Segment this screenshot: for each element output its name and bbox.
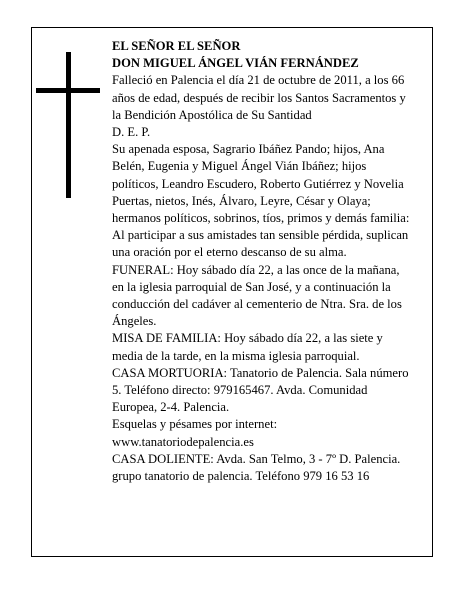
- cross-vertical-bar: [66, 52, 71, 198]
- family-mass-info: MISA DE FAMILIA: Hoy sábado día 22, a las siete y media de la tarde, en la misma iglesia parroquial.: [112, 331, 383, 363]
- prayer-request: Al participar a sus amistades tan sensible pérdida, suplican una oración por el eterno descanso de su alma.: [112, 228, 409, 260]
- cross-icon: [36, 52, 100, 198]
- internet-condolences: Esquelas y pésames por internet: www.tanatoriodepalencia.es: [112, 417, 278, 449]
- funeral-info: FUNERAL: Hoy sábado día 22, a las once de la mañana, en la iglesia parroquial de San José, y a continuación la conducción del cadáver al cementerio de Ntra. Sra. de los Ángeles.: [112, 262, 402, 329]
- footer-line: grupo tanatorio de palencia. Teléfono 979 16 53 16: [112, 469, 370, 484]
- family-list: Su apenada esposa, Sagrario Ibáñez Pando; hijos, Ana Belén, Eugenia y Miguel Ángel Vián Ibáñez; hijos políticos, Leandro Escudero, Roberto Gutiérrez y Novelia Puertas, nietos, Inés, Álvaro, Leyre, César y Olaya; hermanos políticos, sobrinos, tíos, primos y demás familia:: [112, 142, 410, 226]
- obituary-text: [112, 38, 412, 485]
- funeral-home-info: CASA MORTUORIA: Tanatorio de Palencia. Sala número 5. Teléfono directo: 979165467. Avda. Comunidad Europea, 2-4. Palencia.: [112, 365, 409, 415]
- death-notice: Falleció en Palencia el día 21 de octubre de 2011, a los 66 años de edad, después de recibir los Santos Sacramentos y la Bendición Apostólica de Su Santidad: [112, 73, 406, 122]
- cross-horizontal-bar: [36, 88, 100, 93]
- deceased-name: DON MIGUEL ÁNGEL VIÁN FERNÁNDEZ: [112, 56, 359, 71]
- dep-line: D. E. P.: [112, 125, 151, 140]
- title-line-1: EL SEÑOR EL SEÑOR: [112, 39, 241, 53]
- family-home-info: CASA DOLIENTE: Avda. San Telmo, 3 - 7º D. Palencia.: [112, 451, 401, 466]
